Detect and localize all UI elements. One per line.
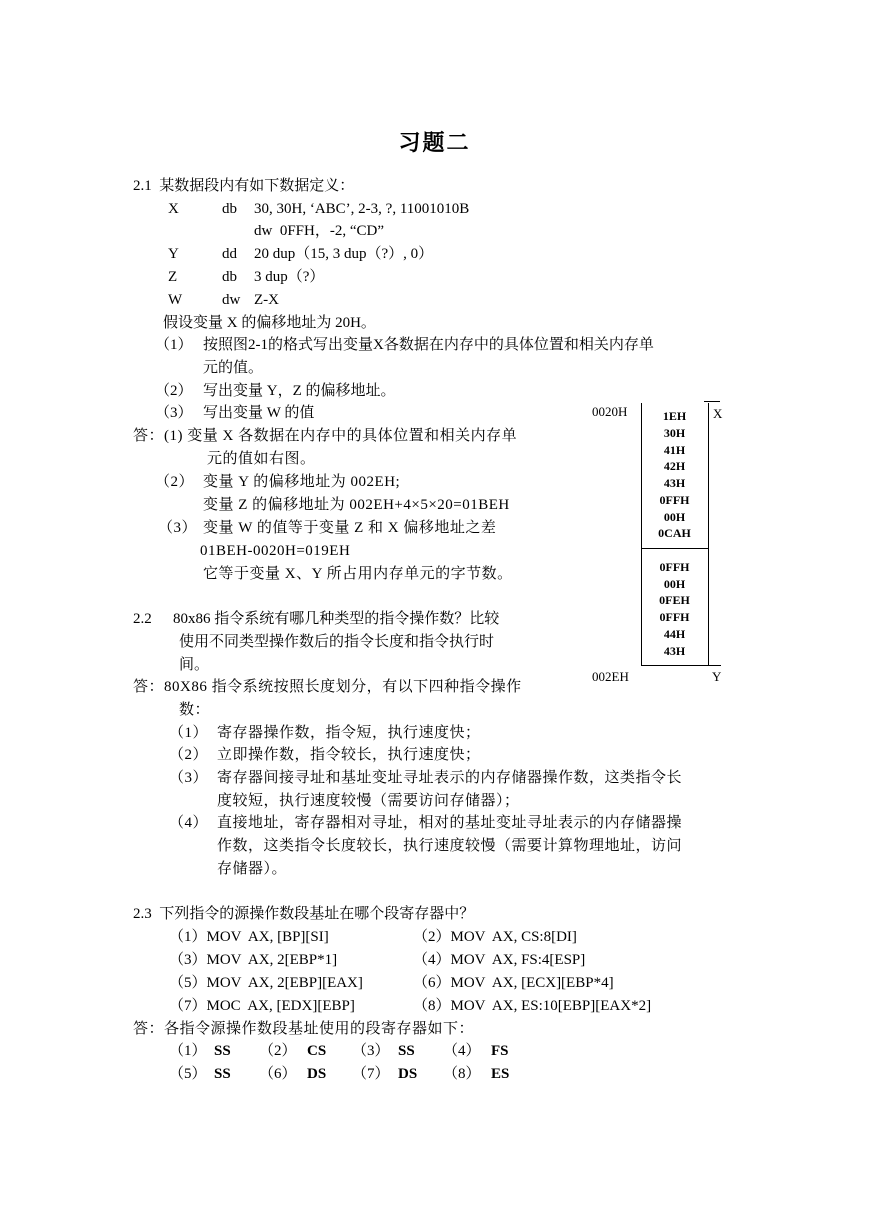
memory-cell: 43H (663, 644, 686, 658)
result-register: CS (307, 1043, 327, 1059)
q22-number: 2.2 (133, 611, 152, 627)
def-kw: dd (222, 246, 237, 262)
q22-text: 间。 (179, 657, 210, 673)
memory-start-address: 0020H (592, 404, 628, 419)
answer-line: 01BEH-0020H=019EH (200, 543, 351, 559)
item-text: 度较短，执行速度较慢（需要访问存储器）； (217, 793, 520, 809)
instruction: （7）MOC AX, [EDX][EBP] (169, 998, 355, 1014)
result-register: DS (398, 1066, 418, 1082)
item-text: 写出变量 W 的值 (203, 405, 315, 421)
q22-text: 80x86 指令系统有哪几种类型的指令操作数？比较 (173, 611, 500, 627)
result-register: SS (398, 1043, 415, 1059)
answer-num: （3） (158, 520, 198, 536)
memory-cell: 30H (663, 426, 686, 440)
memory-label-x: X (713, 406, 723, 421)
result-num: （7） (352, 1066, 390, 1082)
instruction: （6）MOV AX, [ECX][EBP*4] (413, 975, 614, 991)
instruction: （5）MOV AX, 2[EBP][EAX] (169, 975, 363, 991)
item-text: 按照图2-1的格式写出变量X各数据在内存中的具体位置和相关内存单 (203, 337, 654, 353)
answer-line: 答：80X86 指令系统按照长度划分，有以下四种指令操作 (133, 679, 522, 695)
instruction: （4）MOV AX, FS:4[ESP] (413, 952, 586, 968)
def-kw: db (222, 269, 237, 285)
def-kw: dw (222, 292, 241, 308)
memory-top-tick (704, 401, 720, 402)
page-title: 习题二 (398, 130, 471, 155)
instruction: （2）MOV AX, CS:8[DI] (413, 929, 577, 945)
answer-line: 变量 Z 的偏移地址为 002EH+4×5×20=01BEH (203, 497, 510, 513)
instruction: （8）MOV AX, ES:10[EBP][EAX*2] (413, 998, 652, 1014)
item-num: （1） (155, 337, 193, 353)
item-text: 立即操作数，指令较长，执行速度快； (217, 747, 481, 763)
def-val: 30, 30H, ‘ABC’, 2-3, ?, 11001010B (254, 201, 470, 217)
def-val: 3 dup（?） (254, 269, 325, 285)
q21-header: 2.1 某数据段内有如下数据定义： (133, 178, 355, 194)
memory-cell: 00H (663, 510, 686, 524)
def-val: dw 0FFH，-2, “CD” (254, 223, 384, 239)
result-num: （6） (259, 1066, 297, 1082)
result-register: FS (491, 1043, 509, 1059)
def-val: 20 dup（15, 3 dup（?）, 0） (254, 246, 434, 262)
answer-line: 答：各指令源操作数段基址使用的段寄存器如下： (133, 1021, 475, 1037)
def-name: Z (168, 269, 178, 285)
def-val: Z-X (254, 292, 279, 308)
result-register: SS (214, 1043, 231, 1059)
memory-cell: 0FEH (659, 593, 690, 607)
memory-cell: 44H (663, 627, 686, 641)
result-num: （3） (352, 1043, 390, 1059)
item-num: （1） (169, 725, 209, 741)
answer-line: 答：(1) 变量 X 各数据在内存中的具体位置和相关内存单 (133, 428, 518, 444)
item-text: 直接地址，寄存器相对寻址，相对的基址变址寻址表示的内存储器操 (217, 815, 683, 831)
memory-cell: 42H (663, 459, 686, 473)
instruction: （3）MOV AX, 2[EBP*1] (169, 952, 338, 968)
memory-label-y: Y (712, 669, 722, 684)
item-text: 寄存器操作数，指令短，执行速度快； (217, 725, 481, 741)
memory-divider (641, 548, 708, 549)
item-text: 存储器）。 (217, 861, 288, 877)
instruction: （1）MOV AX, [BP][SI] (169, 929, 329, 945)
item-num: （3） (155, 405, 193, 421)
memory-cell: 1EH (662, 409, 687, 423)
item-num: （3） (169, 770, 209, 786)
memory-cell: 41H (663, 443, 686, 457)
memory-bottom-line (641, 665, 721, 666)
item-text: 寄存器间接寻址和基址变址寻址表示的内存储器操作数，这类指令长 (217, 770, 683, 786)
assumption: 假设变量 X 的偏移地址为 20H。 (163, 315, 376, 331)
result-num: （4） (443, 1043, 481, 1059)
result-num: （2） (259, 1043, 297, 1059)
memory-end-address: 002EH (592, 669, 629, 684)
answer-line: 变量 Y 的偏移地址为 002EH; (203, 474, 401, 490)
memory-cell: 0FFH (659, 560, 690, 574)
result-num: （5） (169, 1066, 207, 1082)
answer-line: 它等于变量 X、Y 所占用内存单元的字节数。 (203, 566, 513, 582)
def-name: W (168, 292, 183, 308)
result-num: （1） (169, 1043, 207, 1059)
memory-cell: 0FFH (659, 610, 690, 624)
memory-cell: 0FFH (659, 493, 690, 507)
item-text: 元的值。 (203, 360, 264, 376)
def-name: Y (168, 246, 179, 262)
item-text: 写出变量 Y，Z 的偏移地址。 (203, 383, 396, 399)
memory-cell: 00H (663, 577, 686, 591)
result-register: ES (491, 1066, 510, 1082)
answer-num: （2） (155, 474, 195, 490)
def-kw: db (222, 201, 237, 217)
q22-text: 使用不同类型操作数后的指令长度和指令执行时 (179, 634, 495, 650)
item-num: （4） (169, 815, 209, 831)
def-name: X (168, 201, 179, 217)
item-num: （2） (169, 747, 209, 763)
result-register: SS (214, 1066, 231, 1082)
result-num: （8） (443, 1066, 481, 1082)
answer-line: 变量 W 的值等于变量 Z 和 X 偏移地址之差 (203, 520, 497, 536)
answer-line: 数： (179, 702, 211, 718)
memory-cell: 0CAH (658, 526, 691, 540)
answer-line: 元的值如右图。 (207, 451, 316, 467)
q23-header: 2.3 下列指令的源操作数段基址在哪个段寄存器中？ (133, 906, 475, 922)
item-text: 作数，这类指令长度较长，执行速度较慢（需要计算物理地址，访问 (217, 838, 683, 854)
item-num: （2） (155, 383, 193, 399)
result-register: DS (307, 1066, 327, 1082)
memory-cell: 43H (663, 476, 686, 490)
